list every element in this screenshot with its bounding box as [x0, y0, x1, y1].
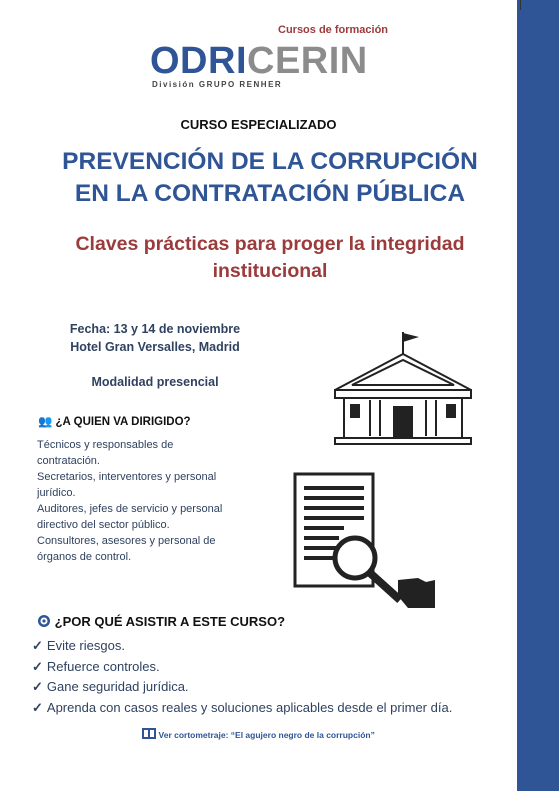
- event-info: [55, 320, 255, 356]
- audience-line: contratación.: [37, 455, 100, 467]
- title-line-1: PREVENCIÓN DE LA CORRUPCIÓN: [62, 148, 478, 175]
- why-heading: [37, 614, 285, 629]
- logo-part1: ODRI: [150, 40, 247, 82]
- division-label: División GRUPO RENHER: [152, 80, 283, 89]
- course-subtitle: [0, 231, 540, 285]
- corner-mark: [520, 0, 521, 10]
- subtitle-line-2: institucional: [212, 260, 328, 282]
- film-icon: [142, 728, 156, 739]
- reason-text: Gane seguridad jurídica.: [46, 679, 189, 694]
- reasons-list: [32, 636, 452, 718]
- audience-line: Técnicos y responsables de: [37, 439, 174, 451]
- checkmark-icon: ✓: [32, 638, 43, 653]
- reason-item: [32, 636, 452, 657]
- audience-line: directivo del sector público.: [37, 519, 170, 531]
- film-link[interactable]: [0, 728, 517, 740]
- checkmark-icon: ✓: [32, 699, 43, 715]
- sidebar-band: [517, 0, 559, 791]
- audience-line: jurídico.: [37, 487, 76, 499]
- event-venue: Hotel Gran Versalles, Madrid: [70, 340, 240, 354]
- reason-item: [32, 698, 452, 719]
- logo: [150, 40, 368, 82]
- event-date: Fecha: 13 y 14 de noviembre: [69, 322, 241, 336]
- reason-item: [32, 657, 452, 678]
- audience-heading-text: ¿A QUIEN VA DIRIGIDO?: [55, 416, 191, 428]
- reason-text: Aprenda con casos reales y soluciones aplicables desde el primer día.: [46, 699, 453, 715]
- film-link-text[interactable]: Ver cortometraje: “El agujero negro de la corrupción”: [158, 730, 375, 740]
- people-icon: 👥: [38, 416, 53, 428]
- subtitle-line-1: Claves prácticas para proger la integridad: [75, 233, 465, 255]
- audience-line: Secretarios, interventores y personal: [37, 471, 217, 483]
- reason-text: Evite riesgos.: [46, 638, 125, 653]
- target-icon: [37, 614, 51, 628]
- reason-text: Refuerce controles.: [46, 658, 160, 674]
- checkmark-icon: ✓: [32, 679, 43, 694]
- course-eyebrow: CURSO ESPECIALIZADO: [180, 117, 337, 132]
- why-heading-text: ¿POR QUÉ ASISTIR A ESTE CURSO?: [54, 614, 286, 629]
- course-title: [0, 146, 540, 210]
- document-magnifier-icon: [290, 470, 440, 610]
- checkmark-icon: ✓: [32, 658, 43, 674]
- reason-item: [32, 677, 452, 698]
- logo-part2: CERIN: [247, 40, 368, 82]
- audience-list: [37, 437, 262, 565]
- audience-line: Consultores, asesores y personal de: [37, 535, 216, 547]
- audience-heading: [38, 414, 191, 428]
- audience-line: órganos de control.: [37, 551, 132, 563]
- government-building-icon: [330, 330, 476, 445]
- title-line-2: EN LA CONTRATACIÓN PÚBLICA: [74, 180, 466, 207]
- audience-line: Auditores, jefes de servicio y personal: [37, 503, 223, 515]
- event-modality: Modalidad presencial: [91, 375, 219, 389]
- kicker: Cursos de formación: [278, 24, 389, 36]
